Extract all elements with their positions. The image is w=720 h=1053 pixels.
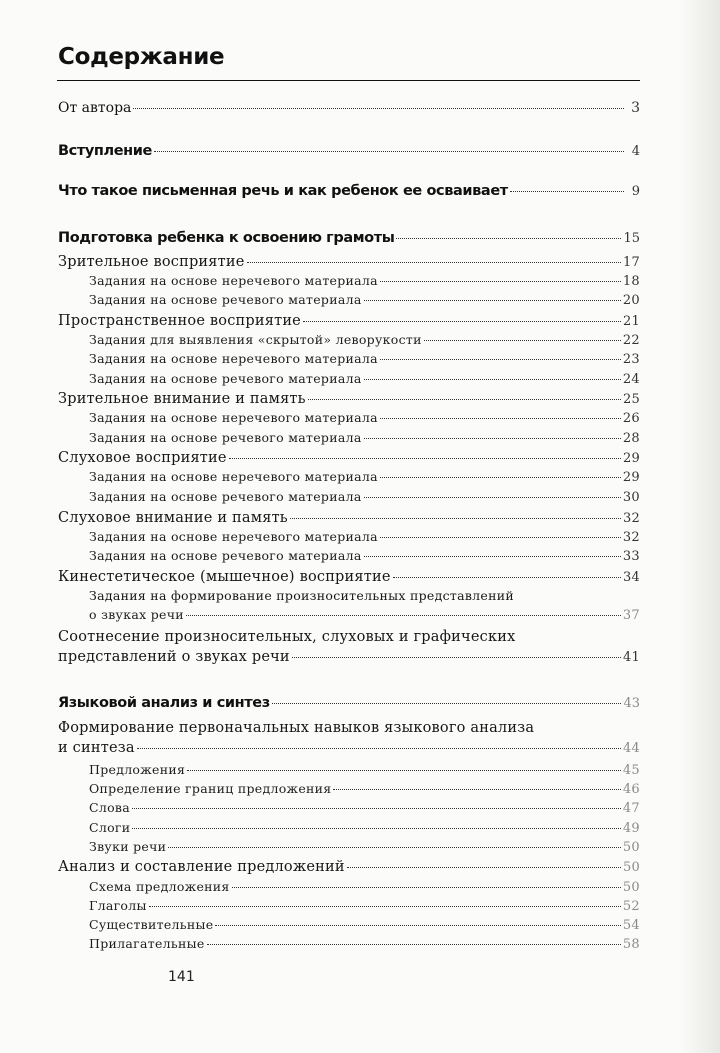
toc-entry-page: 3 xyxy=(631,100,640,116)
toc-entry-title: Существительные xyxy=(89,917,214,932)
toc-entry-page: 43 xyxy=(623,696,640,711)
toc-entry xyxy=(58,468,640,487)
toc-entry-page: 4 xyxy=(631,144,640,159)
toc-entry-page: 17 xyxy=(623,255,640,270)
toc-entry xyxy=(58,799,640,818)
toc-leader-dots xyxy=(380,477,621,478)
toc-entry-page: 18 xyxy=(622,274,640,289)
toc-entry xyxy=(58,547,640,566)
toc-entry-title: Слуховое восприятие xyxy=(58,450,227,466)
toc-entry xyxy=(58,528,640,547)
toc-entry-page: 22 xyxy=(622,333,640,348)
toc-entry-page: 52 xyxy=(622,899,640,914)
toc-entry-page: 49 xyxy=(622,821,640,836)
toc-entry-title: Задания на основе неречевого материала xyxy=(89,273,378,288)
toc-leader-dots xyxy=(132,828,620,829)
toc-entry-page: 32 xyxy=(623,511,640,526)
toc-entry-title: Задания для выявления «скрытой» леворукости xyxy=(89,332,422,347)
toc-entry xyxy=(58,739,640,758)
toc-entry-title: Задания на основе неречевого материала xyxy=(89,410,378,425)
toc-entry-page: 32 xyxy=(622,530,640,545)
toc-entry-title: Языковой анализ и синтез xyxy=(58,695,270,711)
toc-entry xyxy=(58,761,640,780)
toc-leader-dots xyxy=(380,281,621,282)
toc-entry-page: 29 xyxy=(623,451,640,466)
toc-entry-page: 34 xyxy=(623,570,640,585)
toc-leader-dots xyxy=(292,657,621,658)
toc-leader-dots xyxy=(333,789,620,790)
toc-entry-title: Глаголы xyxy=(89,898,147,913)
toc-leader-dots xyxy=(290,518,621,519)
toc-entry-title: Слова xyxy=(89,800,131,815)
toc-entry-page: 23 xyxy=(622,352,640,367)
toc-leader-dots xyxy=(207,944,621,945)
toc-entry-title: Задания на основе речевого материала xyxy=(89,371,362,386)
toc-entry xyxy=(58,858,640,877)
toc-entry-title: Кинестетическое (мышечное) восприятие xyxy=(58,569,391,585)
toc-leader-dots xyxy=(137,748,621,749)
toc-entry xyxy=(58,312,640,331)
toc-entry xyxy=(58,429,640,448)
toc-entry-page: 47 xyxy=(622,801,640,816)
page-title: Содержание xyxy=(58,44,225,70)
toc-leader-dots xyxy=(380,418,621,419)
toc-leader-dots xyxy=(424,340,621,341)
toc-entry-page: 37 xyxy=(622,608,640,623)
toc-entry-title: Задания на основе речевого материала xyxy=(89,292,362,307)
toc-entry-title: и синтеза xyxy=(58,740,135,756)
toc-entry xyxy=(58,370,640,389)
toc-entry xyxy=(58,390,640,409)
toc-leader-dots xyxy=(186,615,621,616)
toc-entry xyxy=(58,694,640,713)
toc-entry-title: Слоги xyxy=(89,820,131,835)
toc-entry xyxy=(58,935,640,954)
toc-entry-page: 29 xyxy=(622,470,640,485)
toc-entry-title: о звуках речи xyxy=(89,607,184,622)
toc-leader-dots xyxy=(229,458,621,459)
toc-leader-dots xyxy=(347,867,621,868)
toc-entry xyxy=(58,99,640,117)
toc-entry-page: 45 xyxy=(622,763,640,778)
toc-entry xyxy=(58,606,640,625)
page-edge-shadow xyxy=(680,0,720,1053)
toc-entry-title: Схема предложения xyxy=(89,879,230,894)
toc-leader-dots xyxy=(133,108,624,109)
toc-leader-dots xyxy=(149,906,621,907)
toc-entry xyxy=(58,253,640,272)
toc-leader-dots xyxy=(364,379,621,380)
toc-leader-dots xyxy=(396,238,621,239)
toc-entry xyxy=(58,648,640,667)
toc-entry-page: 50 xyxy=(622,840,640,855)
title-rule xyxy=(57,80,640,81)
toc-entry-page: 28 xyxy=(622,431,640,446)
toc-entry-title: Задания на основе неречевого материала xyxy=(89,469,378,484)
toc-leader-dots xyxy=(303,321,621,322)
toc-entry-title: Зрительное восприятие xyxy=(58,254,245,270)
toc-entry xyxy=(58,509,640,528)
toc-entry-page: 44 xyxy=(623,741,640,756)
toc-entry-title: Определение границ предложения xyxy=(89,781,332,796)
toc-entry-title: Прилагательные xyxy=(89,936,205,951)
toc-entry xyxy=(58,182,640,201)
toc-leader-dots xyxy=(168,847,621,848)
toc-leader-dots xyxy=(308,399,621,400)
toc-entry xyxy=(58,897,640,916)
toc-entry-title: Звуки речи xyxy=(89,839,167,854)
toc-entry-title: Анализ и составление предложений xyxy=(58,859,345,875)
toc-entry-title-first-line: Задания на формирование произносительных представлений xyxy=(89,588,515,603)
toc-leader-dots xyxy=(380,537,621,538)
toc-entry-title: Пространственное восприятие xyxy=(58,313,301,329)
toc-leader-dots xyxy=(364,438,621,439)
toc-leader-dots xyxy=(380,359,621,360)
toc-leader-dots xyxy=(364,300,621,301)
toc-entry-title: От автора xyxy=(58,100,132,116)
toc-entry-page: 50 xyxy=(623,860,640,875)
toc-entry-title: Задания на основе речевого материала xyxy=(89,489,362,504)
toc-entry-title: Задания на основе неречевого материала xyxy=(89,351,378,366)
toc-leader-dots xyxy=(215,925,620,926)
toc-entry-page: 20 xyxy=(622,293,640,308)
toc-entry-title: Слуховое внимание и память xyxy=(58,510,288,526)
toc-entry xyxy=(58,350,640,369)
toc-entry xyxy=(58,780,640,799)
toc-entry-page: 41 xyxy=(623,650,640,665)
toc-entry-page: 26 xyxy=(622,411,640,426)
toc-entry xyxy=(58,819,640,838)
toc-entry-title: представлений о звуках речи xyxy=(58,649,290,665)
toc-leader-dots xyxy=(510,191,624,192)
toc-entry-page: 25 xyxy=(623,392,640,407)
toc-entry-title: Предложения xyxy=(89,762,186,777)
toc-entry-page: 46 xyxy=(622,782,640,797)
page-number: 141 xyxy=(168,969,195,985)
toc-leader-dots xyxy=(187,770,621,771)
toc-entry-page: 50 xyxy=(622,880,640,895)
toc-entry xyxy=(58,568,640,587)
toc-entry-page: 33 xyxy=(622,549,640,564)
toc-entry xyxy=(58,878,640,897)
toc-entry-title-first-line: Соотнесение произносительных, слуховых и графических xyxy=(58,629,516,645)
toc-entry-page: 30 xyxy=(622,490,640,505)
toc-leader-dots xyxy=(364,497,621,498)
toc-leader-dots xyxy=(154,151,624,152)
toc-leader-dots xyxy=(364,556,621,557)
toc-entry xyxy=(58,916,640,935)
toc-entry-title-first-line: Формирование первоначальных навыков языкового анализа xyxy=(58,720,535,736)
toc-leader-dots xyxy=(393,577,621,578)
toc-entry xyxy=(58,272,640,291)
toc-entry xyxy=(58,142,640,161)
toc-entry xyxy=(58,449,640,468)
toc-entry xyxy=(58,409,640,428)
toc-entry xyxy=(58,838,640,857)
toc-leader-dots xyxy=(132,808,621,809)
toc-entry-title: Задания на основе речевого материала xyxy=(89,548,362,563)
toc-entry xyxy=(58,229,640,248)
toc-entry xyxy=(58,488,640,507)
toc-entry xyxy=(58,291,640,310)
toc-entry-title: Задания на основе неречевого материала xyxy=(89,529,378,544)
toc-entry-page: 24 xyxy=(622,372,640,387)
toc-entry-title: Подготовка ребенка к освоению грамоты xyxy=(58,230,395,246)
toc-leader-dots xyxy=(247,262,622,263)
toc-leader-dots xyxy=(272,703,622,704)
toc-entry-title: Вступление xyxy=(58,143,152,159)
toc-leader-dots xyxy=(232,887,621,888)
toc-entry-page: 58 xyxy=(622,937,640,952)
toc-entry-title: Что такое письменная речь и как ребенок ее осваивает xyxy=(58,183,508,199)
toc-entry-page: 9 xyxy=(631,184,640,199)
toc-entry-page: 15 xyxy=(623,231,640,246)
toc-entry-title: Задания на основе речевого материала xyxy=(89,430,362,445)
toc-entry xyxy=(58,331,640,350)
toc-entry-page: 54 xyxy=(622,918,640,933)
toc-entry-title: Зрительное внимание и память xyxy=(58,391,306,407)
toc-entry-page: 21 xyxy=(623,314,640,329)
